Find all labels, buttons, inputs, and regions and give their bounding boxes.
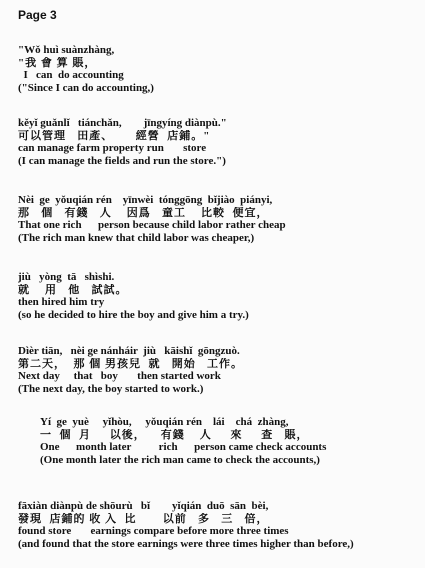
hanzi-line: 第二天， 那 個 男孩兒 就 開始 工作。: [18, 357, 243, 370]
sentence-block: [18, 44, 418, 94]
sentence-block: [18, 345, 418, 395]
pinyin-line: fāxiàn diànpù de shōurù bǐ yǐqián duō sān bèi,: [18, 500, 269, 512]
page-number: Page 3: [18, 8, 57, 22]
translation-line: (I can manage the fields and run the store."): [18, 154, 226, 167]
hanzi-line: 一 個 月 以後， 有錢 人 來 查 賬，: [40, 428, 309, 441]
translation-line: (One month later the rich man came to check the accounts,): [40, 453, 320, 466]
pinyin-line: Dìèr tiān, nèi ge nánháir jiù kāishǐ gōngzuò.: [18, 345, 240, 357]
pinyin-line: "Wǒ huì suànzhàng,: [18, 44, 115, 56]
sentence-block: [18, 194, 418, 244]
gloss-line: then hired him try: [18, 296, 105, 308]
pinyin-line: Yí ge yuè yǐhòu, yǒuqián rén lái chá zhàng,: [40, 416, 289, 428]
pinyin-line: jiù yòng tā shìshi.: [18, 271, 115, 283]
translation-line: (The next day, the boy started to work.): [18, 382, 204, 395]
hanzi-line: 發現 店鋪的 收 入 比 以前 多 三 倍，: [18, 512, 269, 525]
hanzi-line: "我 會 算 賬，: [18, 56, 97, 69]
pinyin-line: Nèi ge yǒuqián rén yīnwèi tónggōng bǐjiào piányi,: [18, 194, 273, 206]
gloss-line: can manage farm property run store: [18, 142, 207, 154]
hanzi-line: 就 用 他 試試。: [18, 283, 128, 296]
gloss-line: Next day that boy then started work: [18, 370, 221, 382]
sentence-block: [18, 500, 418, 550]
hanzi-line: 那 個 有錢 人 因爲 童工 比較 便宜，: [18, 206, 269, 219]
gloss-line: That one rich person because child labor rather cheap: [18, 219, 286, 231]
gloss-line: I can do accounting: [18, 69, 124, 81]
sentence-block: [40, 416, 420, 466]
pinyin-line: kěyǐ guǎnlǐ tiánchǎn, jīngyíng diànpù.": [18, 117, 227, 129]
gloss-line: found store earnings compare before more three times: [18, 525, 289, 537]
sentence-block: [18, 271, 418, 321]
translation-line: (and found that the store earnings were three times higher than before,): [18, 537, 354, 550]
gloss-line: One month later rich person came check accounts: [40, 441, 327, 453]
translation-line: ("Since I can do accounting,): [18, 81, 154, 94]
sentence-block: [18, 117, 418, 167]
hanzi-line: 可以管理 田產、 經營 店鋪。": [18, 129, 211, 142]
translation-line: (The rich man knew that child labor was cheaper,): [18, 231, 255, 244]
translation-line: (so he decided to hire the boy and give him a try.): [18, 308, 249, 321]
